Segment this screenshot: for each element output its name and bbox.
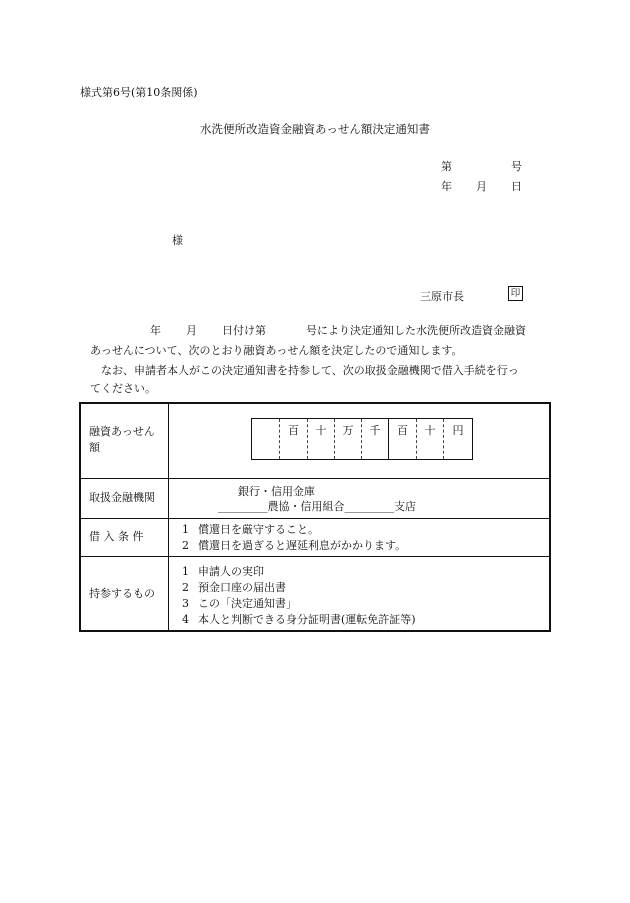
list-item: 1 申請人の実印 [182, 565, 264, 578]
body-date-no: 日付け第 [222, 324, 266, 337]
issuer-name: 三原市長 [420, 290, 464, 303]
row-conditions [81, 518, 549, 557]
body-line1-rest: 号により決定通知した水洗便所改造資金融資 [306, 324, 526, 337]
seal-stamp: 印 [508, 286, 523, 301]
addressee-suffix: 様 [172, 234, 183, 247]
bank-line2: _________農協・信用組合_________支店 [218, 500, 416, 513]
amount-digit-5: 百 [388, 419, 416, 459]
row-bring [81, 556, 549, 632]
bank-label: 取扱金融機関 [89, 491, 155, 504]
conditions-list [176, 521, 546, 555]
amount-digit-2: 十 [307, 419, 334, 459]
ref-dai: 第 [441, 160, 452, 173]
body-month: 月 [186, 324, 197, 337]
ref-gou: 号 [511, 160, 522, 173]
row-bank [81, 478, 549, 519]
bring-label: 持参するもの [89, 587, 155, 600]
label-cell [81, 478, 169, 518]
body-year: 年 [150, 324, 161, 337]
label-cell [81, 404, 169, 478]
document-title: 水洗便所改造資金融資あっせん額決定通知書 [200, 122, 430, 136]
list-item: 2 預金口座の届出書 [182, 581, 286, 594]
list-item: 3 この「決定通知書」 [182, 597, 297, 610]
label-cell [81, 556, 169, 632]
row-amount [81, 404, 549, 479]
amount-label: 融資あっせん額 [89, 425, 155, 454]
amount-digit-4: 千 [361, 419, 388, 459]
body-line4: てください。 [90, 382, 156, 395]
amount-digit-6: 十 [416, 419, 443, 459]
amount-digit-3: 万 [334, 419, 361, 459]
bring-list [176, 563, 546, 631]
amount-digit-7: 円 [443, 419, 472, 459]
form-number: 様式第6号(第10条関係) [80, 86, 198, 99]
bank-line1: 銀行・信用金庫 [238, 485, 315, 498]
date-month: 月 [476, 180, 487, 193]
amount-digit-1: 百 [279, 419, 307, 459]
list-item: 2 償還日を過ぎると遅延利息がかかります。 [182, 539, 407, 552]
conditions-label: 借 入 条 件 [89, 530, 144, 543]
label-cell [81, 518, 169, 556]
amount-field [251, 418, 473, 460]
body-line3: なお、申請者本人がこの決定通知書を持参して、次の取扱金融機関で借入手続を行っ [101, 364, 519, 377]
list-item: 4 本人と判断できる身分証明書(運転免許証等) [182, 613, 416, 626]
body-line2: あっせんについて、次のとおり融資あっせん額を決定したので通知します。 [90, 344, 463, 357]
amount-digit-0 [252, 419, 279, 459]
date-year: 年 [441, 180, 452, 193]
list-item: 1 償還日を厳守すること。 [182, 523, 319, 536]
date-day: 日 [511, 180, 522, 193]
loan-details-table [79, 402, 551, 632]
